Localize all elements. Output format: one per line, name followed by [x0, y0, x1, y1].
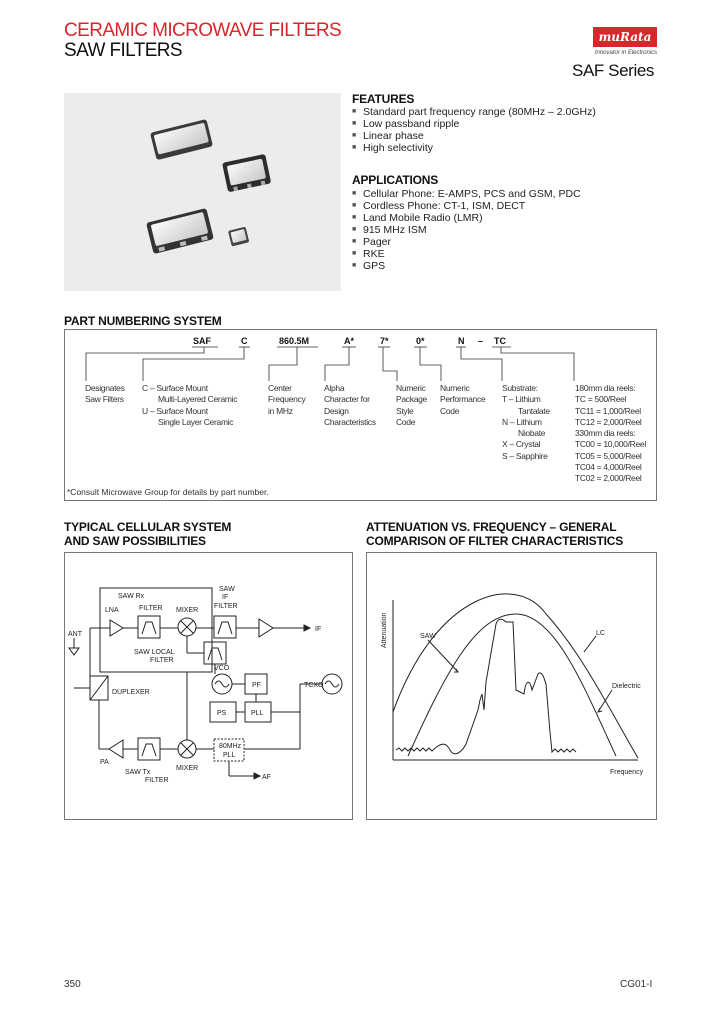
code-reel: TC [494, 336, 506, 346]
features-list [352, 106, 596, 154]
desc-frequency: Center Frequency in MHz [268, 383, 306, 416]
code-saf: SAF [193, 336, 211, 346]
saw-filter-packages-image [64, 93, 341, 291]
cellular-heading-line2: AND SAW POSSIBILITIES [64, 534, 206, 548]
list-item: ■ 915 MHz ISM [352, 224, 427, 236]
pa-amplifier-icon [109, 740, 123, 758]
lc-curve-label: LC [596, 630, 605, 637]
label-80mhz-pll: PLL [223, 752, 236, 759]
bullet-icon: ■ [352, 250, 357, 257]
bullet-icon: ■ [352, 132, 357, 139]
label-ant: ANT [68, 631, 82, 638]
label-af: AF [262, 774, 271, 781]
code-frequency: 860.5M [279, 336, 310, 346]
desc-alpha: Alpha Character for Design Characteristics [324, 383, 376, 427]
part-numbering-note: *Consult Microwave Group for details by part number. [67, 487, 269, 497]
doc-subtitle: SAW FILTERS [64, 40, 182, 61]
label-saw-rx: SAW Rx [118, 593, 145, 600]
dielectric-curve-label: Dielectric [612, 683, 641, 690]
label-80mhz: 80MHz [219, 743, 242, 750]
bullet-icon: ■ [352, 120, 357, 127]
code-package: 7* [380, 336, 389, 346]
label-rx-filter: FILTER [139, 605, 163, 612]
bullet-icon: ■ [352, 108, 357, 115]
label-pf: PF [252, 682, 261, 689]
bullet-icon: ■ [352, 144, 357, 151]
attenuation-heading-line1: ATTENUATION VS. FREQUENCY – GENERAL [366, 520, 617, 534]
desc-type: C – Surface Mount Multi-Layered Ceramic U – Surface Mount Single Layer Ceramic [142, 383, 238, 427]
saw-local-filter-block [204, 642, 226, 664]
lna-amplifier-icon [110, 620, 123, 636]
saw-pointer-line [428, 640, 458, 672]
desc-reel: 180mm dia reels: TC = 500/Reel TC11 = 1,000/Reel TC12 = 2,000/Reel 330mm dia reels: TC00 = 10,000/Reel TC05 = 5,000/Reel TC04 = 4,000/Reel TC02 = 2,000/Reel [575, 383, 646, 484]
label-pll: PLL [251, 710, 264, 717]
label-lna: LNA [105, 607, 119, 614]
list-item: ■ Cellular Phone: E-AMPS, PCS and GSM, PDC [352, 188, 581, 200]
label-mixer-bottom: MIXER [176, 765, 199, 772]
desc-package: Numeric Package Style Code [396, 383, 427, 427]
doc-title: CERAMIC MICROWAVE FILTERS [64, 20, 342, 41]
logo-tagline: Innovator in Electronics [594, 50, 658, 56]
bullet-icon: ■ [352, 262, 357, 269]
desc-substrate: Substrate: T – Lithium Tantalate N – Lithium Niobate X – Crystal S – Sapphire [502, 383, 550, 461]
bullet-icon: ■ [352, 202, 357, 209]
label-saw-local-a: SAW LOCAL [134, 649, 175, 656]
part-numbering-heading: PART NUMBERING SYSTEM [64, 314, 222, 328]
saw-curve-label: SAW [420, 633, 436, 640]
label-pa: PA [100, 759, 109, 766]
label-vco: VCO [214, 665, 230, 672]
attenuation-heading-line2: COMPARISON OF FILTER CHARACTERISTICS [366, 534, 624, 548]
code-type: C [241, 336, 248, 346]
desc-saf: Designates Saw Filters [85, 383, 125, 405]
murata-logo: muRata [593, 27, 657, 47]
features-heading: FEATURES [352, 92, 415, 106]
tx-saw-filter-block [138, 738, 160, 760]
list-item: ■ Low passband ripple [352, 118, 460, 130]
cellular-block-diagram [64, 552, 353, 820]
antenna-icon [69, 648, 79, 655]
if-saw-filter-block [214, 616, 236, 638]
bullet-icon: ■ [352, 226, 357, 233]
list-item: ■ Pager [352, 236, 392, 248]
applications-list [352, 188, 581, 272]
cellular-heading-line1: TYPICAL CELLULAR SYSTEM [64, 520, 232, 534]
label-mixer-top: MIXER [176, 607, 199, 614]
label-saw-tx-b: FILTER [145, 777, 169, 784]
product-photo [64, 93, 341, 291]
code-substrate: N [458, 336, 465, 346]
catalog-code: CG01-I [620, 979, 653, 990]
lc-pointer-line [584, 636, 596, 652]
attenuation-chart [366, 552, 657, 820]
bullet-icon: ■ [352, 238, 357, 245]
code-alpha: A* [344, 336, 355, 346]
x-axis-label: Frequency [610, 769, 644, 776]
applications-heading: APPLICATIONS [352, 173, 439, 187]
code-dash: – [478, 336, 484, 346]
label-tcxo: TCXO [304, 682, 324, 689]
label-duplexer: DUPLEXER [112, 689, 150, 696]
y-axis-label: Attenuation [381, 612, 388, 648]
list-item: ■ GPS [352, 260, 386, 272]
label-if-filter-b: FILTER [214, 603, 238, 610]
list-item: ■ High selectivity [352, 142, 434, 154]
label-if-out: IF [315, 626, 322, 633]
if-amplifier-icon [259, 619, 273, 637]
label-if-filter-a: IF [222, 594, 229, 601]
bullet-icon: ■ [352, 214, 357, 221]
list-item: ■ Cordless Phone: CT-1, ISM, DECT [352, 200, 526, 212]
label-saw-tx-a: SAW Tx [125, 769, 151, 776]
desc-performance: Numeric Performance Code [440, 383, 486, 416]
list-item: ■ RKE [352, 248, 385, 260]
label-saw-if: SAW [219, 586, 235, 593]
series-label: SAF Series [572, 61, 654, 80]
code-performance: 0* [416, 336, 425, 346]
dielectric-curve [408, 614, 616, 756]
list-item: ■ Standard part frequency range (80MHz – 2.0GHz) [352, 106, 596, 118]
label-saw-local-b: FILTER [150, 657, 174, 664]
list-item: ■ Linear phase [352, 130, 424, 142]
page-number: 350 [64, 979, 81, 990]
list-item: ■ Land Mobile Radio (LMR) [352, 212, 483, 224]
bullet-icon: ■ [352, 190, 357, 197]
rx-saw-filter-block [138, 616, 160, 638]
label-ps: PS [217, 710, 227, 717]
